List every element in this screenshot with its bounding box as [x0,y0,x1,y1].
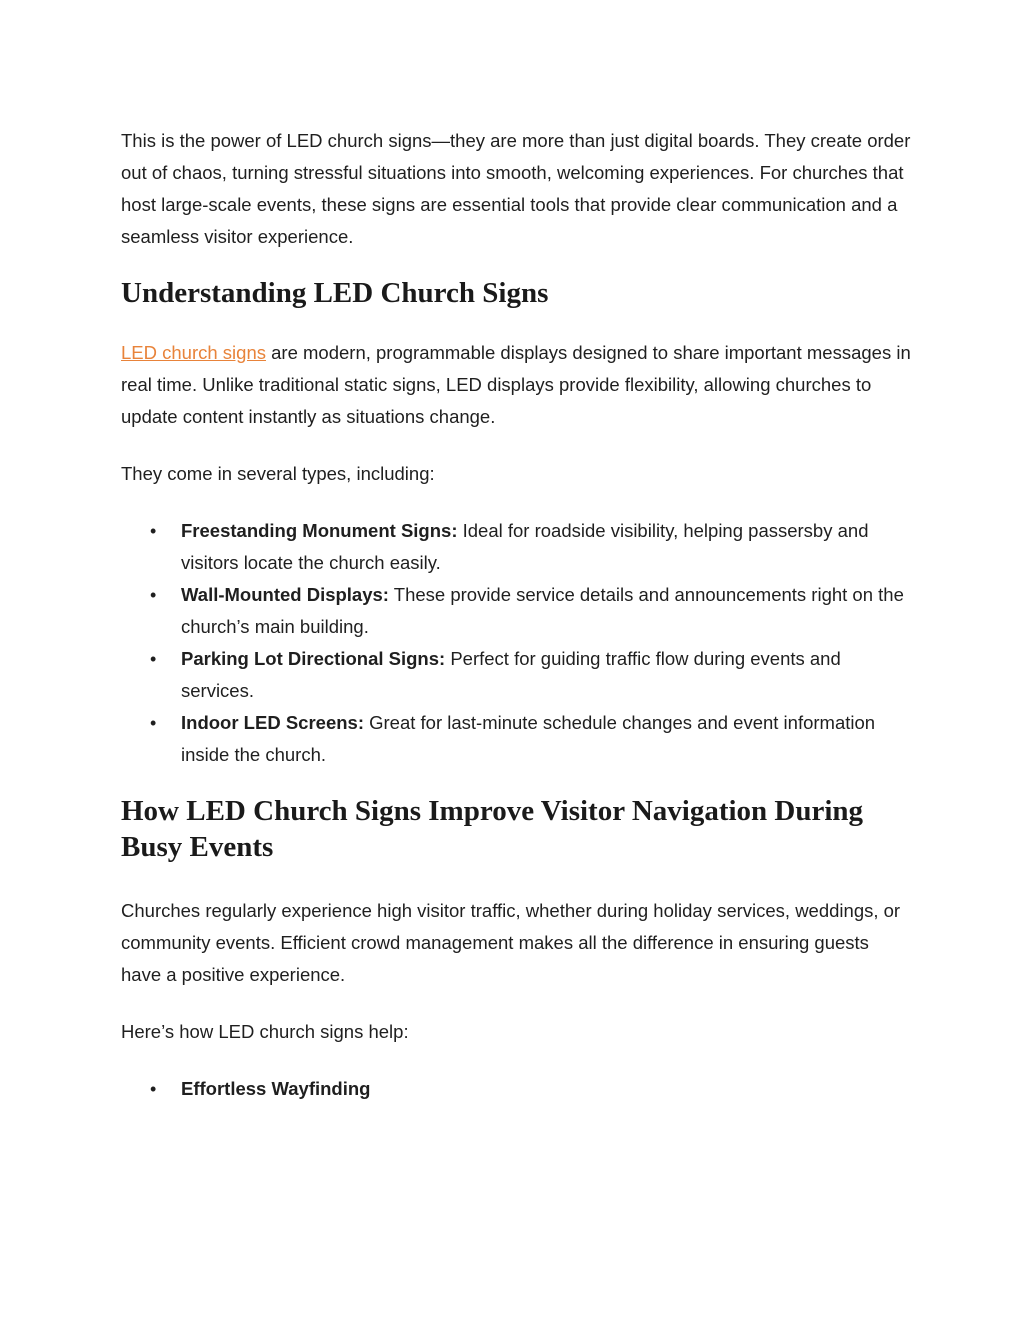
list-item-text: Great for last-minute schedule changes and event information inside the church. [181,712,876,765]
section-heading-understanding: Understanding LED Church Signs [121,277,549,309]
help-intro: Here’s how LED church signs help: [121,1021,409,1042]
list-item-text: These provide service details and announcements right on the church’s main building. [181,584,904,637]
list-item [121,579,911,643]
spacer [121,433,911,458]
list-item-text: Perfect for guiding traffic flow during events and services. [181,648,841,701]
section-heading-navigation: How LED Church Signs Improve Visitor Navigation During Busy Events [121,795,864,863]
section1-paragraph-text: are modern, programmable displays designed to share important messages in real time. Unlike traditional static signs, LED displays provide flexibility, allowing churches to update content instantly as situations change. [121,342,911,427]
list-item-label: Indoor LED Screens: [181,712,364,733]
list-item [121,643,911,707]
list-item [121,1073,911,1105]
bullet-icon: • [150,1079,157,1099]
types-intro: They come in several types, including: [121,463,435,484]
list-item [121,707,911,771]
bullet-icon: • [150,713,157,733]
spacer [121,490,911,515]
intro-paragraph: This is the power of LED church signs—they are more than just digital boards. They create order out of chaos, turning stressful situations into smooth, welcoming experiences. For churches that host large-scale events, these signs are essential tools that provide clear communication and a seamless visitor experience. [121,130,911,247]
section1-paragraph [121,337,911,433]
list-item-label: Wall-Mounted Displays: [181,584,389,605]
list-item [121,515,911,579]
list-item-label: Effortless Wayfinding [181,1078,371,1099]
spacer [121,991,911,1016]
document-page [121,125,911,1105]
list-item-label: Freestanding Monument Signs: [181,520,458,541]
section2-paragraph: Churches regularly experience high visitor traffic, whether during holiday services, weddings, or community events. Efficient crowd management makes all the difference in ensuring guests have a positive experience. [121,900,901,985]
bullet-icon: • [150,521,157,541]
help-list [121,1073,911,1105]
led-church-signs-link[interactable]: LED church signs [121,342,266,363]
bullet-icon: • [150,649,157,669]
bullet-icon: • [150,585,157,605]
spacer [121,1048,911,1073]
list-item-text: Ideal for roadside visibility, helping passersby and visitors locate the church easily. [181,520,869,573]
list-item-label: Parking Lot Directional Signs: [181,648,446,669]
sign-types-list [121,515,911,771]
